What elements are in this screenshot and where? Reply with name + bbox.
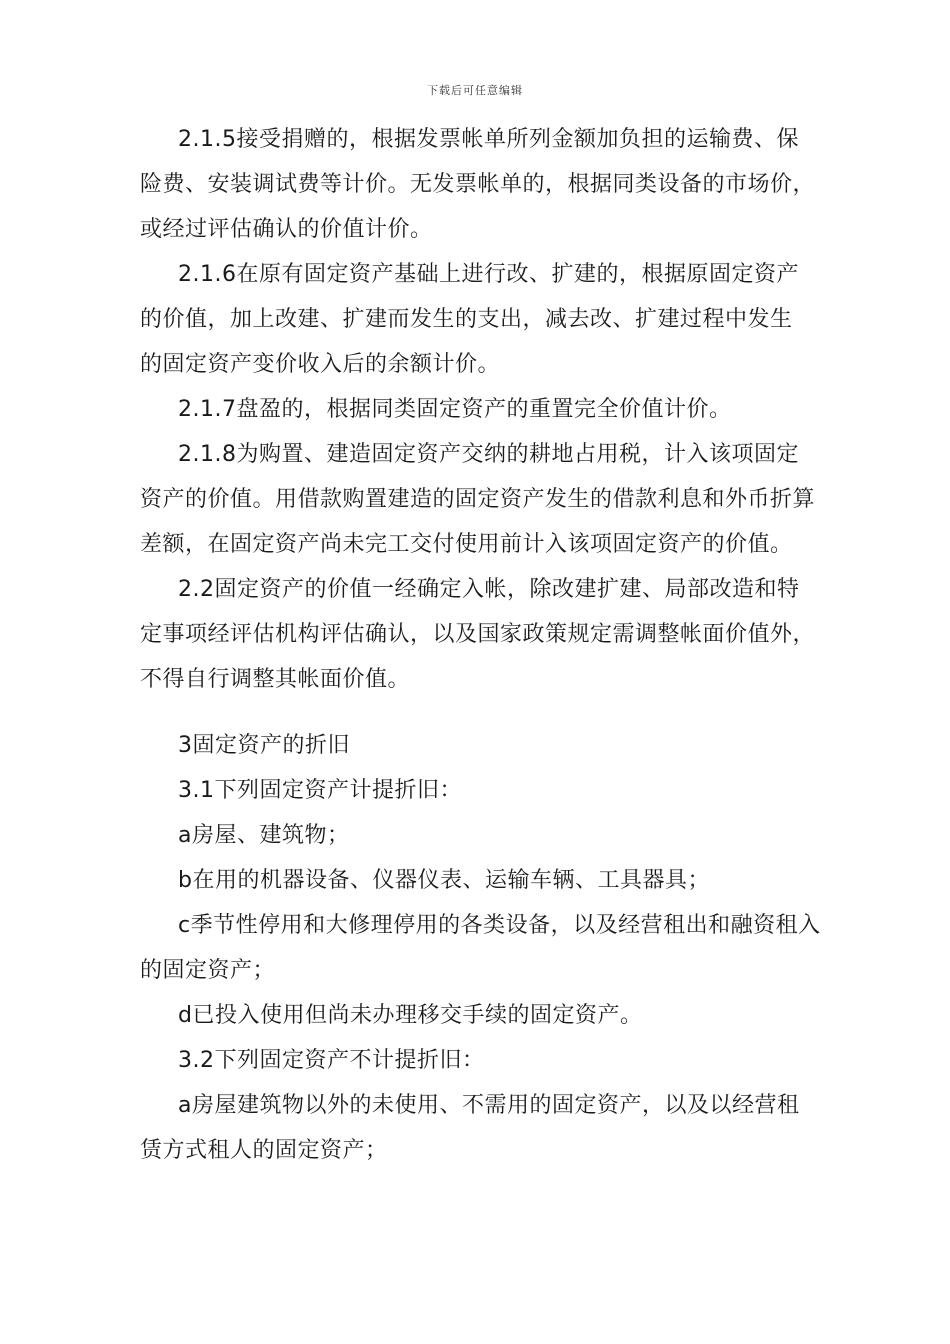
- list-item: c季节性停用和大修理停用的各类设备，以及经营租出和融资租入: [178, 913, 821, 938]
- list-item: a房屋、建筑物；: [178, 823, 350, 848]
- paragraph-line: 2.1.8为购置、建造固定资产交纳的耕地占用税，计入该项固定: [178, 442, 799, 467]
- paragraph-line: 的固定资产；: [140, 958, 276, 983]
- paragraph-line: 赁方式租人的固定资产；: [140, 1138, 388, 1163]
- section-heading: 3固定资产的折旧: [178, 733, 350, 758]
- paragraph-line: 险费、安装调试费等计价。无发票帐单的，根据同类设备的市场价，: [140, 172, 816, 197]
- paragraph-line: 2.2固定资产的价值一经确定入帐，除改建扩建、局部改造和特: [178, 577, 800, 602]
- paragraph-line: 2.1.5接受捐赠的，根据发票帐单所列金额加负担的运输费、保: [178, 127, 799, 152]
- paragraph-line: 的固定资产变价收入后的余额计价。: [140, 352, 501, 377]
- paragraph-line: 不得自行调整其帐面价值。: [140, 667, 411, 692]
- paragraph-line: 3.2下列固定资产不计提折旧：: [178, 1048, 485, 1073]
- list-item: b在用的机器设备、仪器仪表、运输车辆、工具器具；: [178, 868, 710, 893]
- page-header: 下载后可任意编辑: [427, 84, 523, 97]
- paragraph-line: 的价值，加上改建、扩建而发生的支出，减去改、扩建过程中发生: [140, 307, 793, 332]
- paragraph-line: 资产的价值。用借款购置建造的固定资产发生的借款利息和外币折算: [140, 487, 816, 512]
- document-body: [140, 117, 850, 1173]
- paragraph-line: 3.1下列固定资产计提折旧：: [178, 778, 462, 803]
- paragraph-line: 或经过评估确认的价值计价。: [140, 217, 433, 242]
- paragraph-line: 2.1.7盘盈的，根据同类固定资产的重置完全价值计价。: [178, 397, 732, 422]
- paragraph-line: 定事项经评估机构评估确认，以及国家政策规定需调整帐面价值外，: [140, 622, 816, 647]
- list-item: a房屋建筑物以外的未使用、不需用的固定资产，以及以经营租: [178, 1093, 800, 1118]
- list-item: d已投入使用但尚未办理移交手续的固定资产。: [178, 1003, 643, 1028]
- paragraph-line: 2.1.6在原有固定资产基础上进行改、扩建的，根据原固定资产: [178, 262, 799, 287]
- paragraph-line: 差额，在固定资产尚未完工交付使用前计入该项固定资产的价值。: [140, 532, 793, 557]
